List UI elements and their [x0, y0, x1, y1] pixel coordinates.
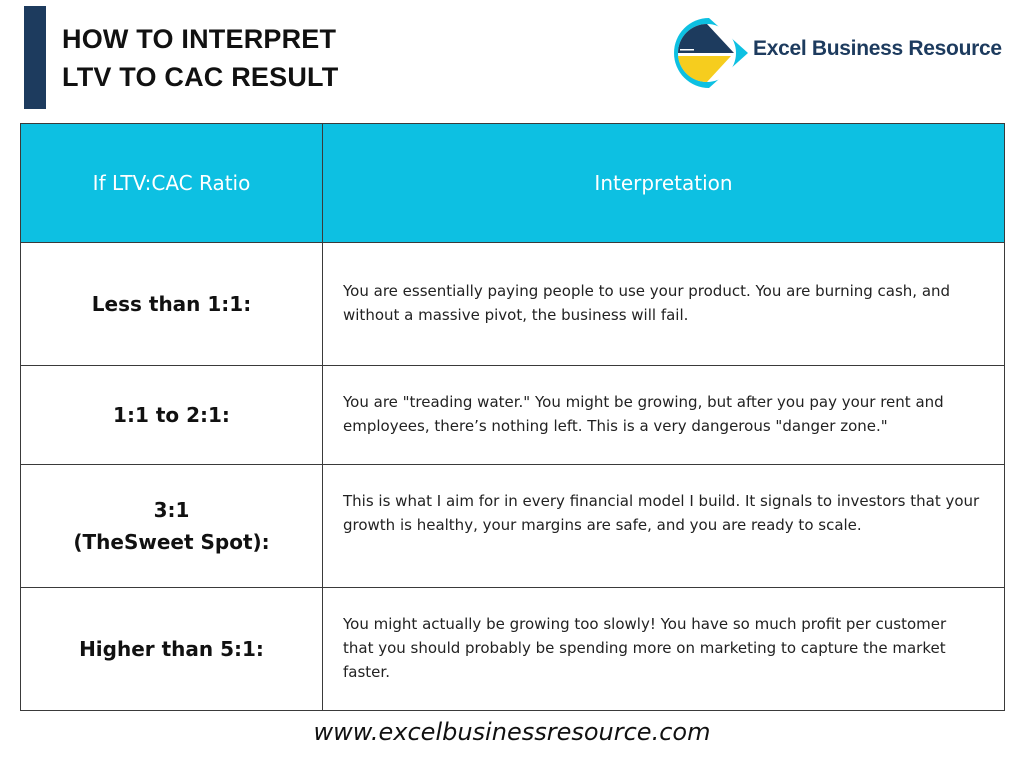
- title-line-1: HOW TO INTERPRET: [62, 24, 337, 54]
- ratio-label: Higher than 5:1:: [79, 637, 264, 661]
- title-line-2: LTV TO CAC RESULT: [62, 62, 339, 92]
- table-header-row: [21, 124, 1005, 243]
- interpretation-text: You might actually be growing too slowly! You have so much profit per customer that you should probably be spending more on marketing to capture the market faster.: [343, 615, 947, 681]
- table-row: [21, 465, 1005, 588]
- ratio-cell: [21, 366, 323, 465]
- table-row: [21, 588, 1005, 711]
- interpretation-cell: [323, 588, 1005, 711]
- ratio-label: 1:1 to 2:1:: [113, 403, 230, 427]
- ltv-cac-table: [20, 123, 1005, 711]
- table-row: [21, 366, 1005, 465]
- column-header-ratio: If LTV:CAC Ratio: [21, 124, 323, 243]
- brand-name: Excel Business Resource: [753, 37, 1002, 60]
- website-url: www.excelbusinessresource.com: [313, 718, 711, 746]
- interpretation-text: This is what I aim for in every financial model I build. It signals to investors that your growth is healthy, your margins are safe, and you are ready to scale.: [343, 492, 980, 534]
- column-header-interpretation: Interpretation: [323, 124, 1005, 243]
- arrow-circle-logo-icon: [672, 16, 750, 90]
- ratio-cell: [21, 465, 323, 588]
- ratio-label: Less than 1:1:: [91, 292, 252, 316]
- interpretation-cell: [323, 465, 1005, 588]
- interpretation-cell: [323, 243, 1005, 366]
- brand-logo: [672, 16, 1012, 90]
- ratio-label: 3:1: [153, 498, 190, 522]
- interpretation-text: You are essentially paying people to use your product. You are burning cash, and without a massive pivot, the business will fail.: [343, 282, 951, 324]
- interpretation-cell: [323, 366, 1005, 465]
- table-row: [21, 243, 1005, 366]
- ratio-sublabel: (TheSweet Spot):: [73, 530, 270, 554]
- ratio-cell: [21, 243, 323, 366]
- ratio-cell: [21, 588, 323, 711]
- interpretation-text: You are "treading water." You might be growing, but after you pay your rent and employees, there’s nothing left. This is a very dangerous "danger zone.": [343, 393, 944, 435]
- accent-bar: [24, 6, 46, 109]
- page-title: [62, 20, 462, 96]
